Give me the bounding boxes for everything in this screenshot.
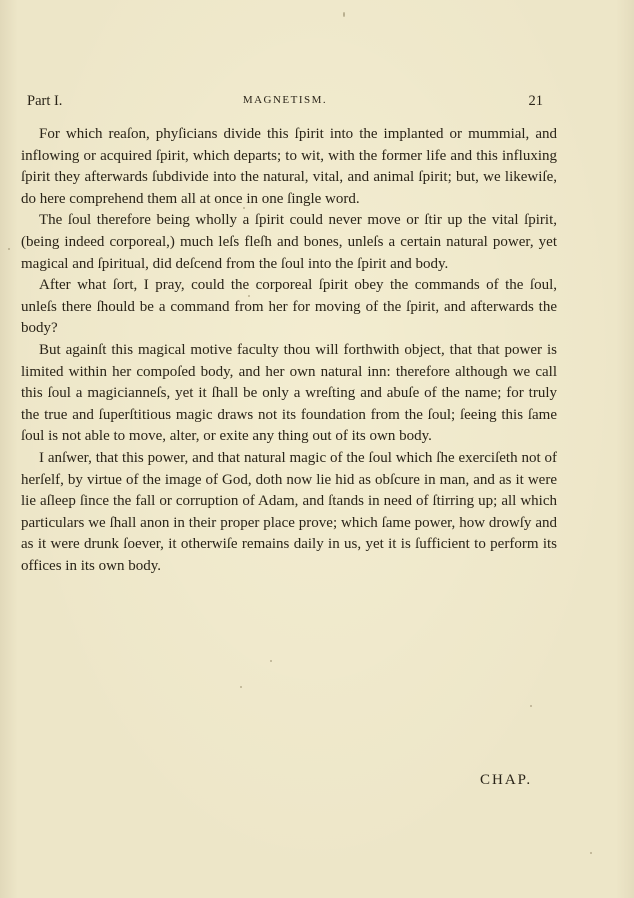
paper-speck	[8, 248, 10, 250]
paragraph: The ſoul therefore being wholly a ſpirit could never move or ſtir up the vital ſpirit, (being indeed corporeal,) much leſs fleſh and bones, unleſs a certain natural power, yet magical and ſpiritual, did deſcend from the ſoul into the ſpirit and body.	[21, 212, 557, 272]
running-title: MAGNETISM.	[242, 94, 328, 106]
paragraph: After what ſort, I pray, could the corporeal ſpirit obey the commands of the ſoul, unleſs there ſhould be a command from her for moving of the ſpirit, and afterwards the body?	[21, 277, 557, 337]
paper-speck	[590, 852, 592, 854]
part-label: Part I.	[27, 93, 63, 109]
paper-speck	[243, 207, 245, 209]
paper-speck	[530, 705, 532, 707]
paper-speck	[240, 686, 242, 688]
paper-speck	[343, 12, 345, 17]
running-header	[27, 93, 543, 113]
paragraph: I anſwer, that this power, and that natural magic of the ſoul which ſhe exerciſeth not of herſelf, by virtue of the image of God, doth now lie hid as obſcure in man, and as it were lie aſleep ſince the fall or corruption of Adam, and ſtands in need of ſtirring up; all which particulars we ſhall anon in their proper place prove; which ſame power, how drowſy and as it were drunk ſoever, it otherwiſe remains daily in us, yet it is ſufficient to perform its offices in its own body.	[21, 449, 557, 574]
paragraph: But againſt this magical motive faculty thou will forthwith object, that that power is limited within her compoſed body, and her own natural inn: therefore although we call this ſoul a magicianneſs, yet it ſhall be only a wreſting and abuſe of the name; for truly the true and ſuperſtitious magic draws not its foundation from the ſoul; ſeeing this ſame ſoul is not able to move, alter, or exite any thing out of its own body.	[21, 341, 557, 445]
paragraph: For which reaſon, phyſicians divide this ſpirit into the implanted or mummial, and inflowing or acquired ſpirit, which departs; to wit, with the former life and this influxing ſpirit they afterwards ſubdivide into the natural, vital, and animal ſpirit; but, we likewiſe, do here comprehend them all at once in one ſingle word.	[21, 126, 557, 207]
catchword: CHAP.	[480, 772, 533, 788]
body-text	[21, 124, 557, 577]
page-number: 21	[528, 93, 543, 109]
paper-speck	[248, 295, 250, 297]
paper-speck	[270, 660, 272, 662]
